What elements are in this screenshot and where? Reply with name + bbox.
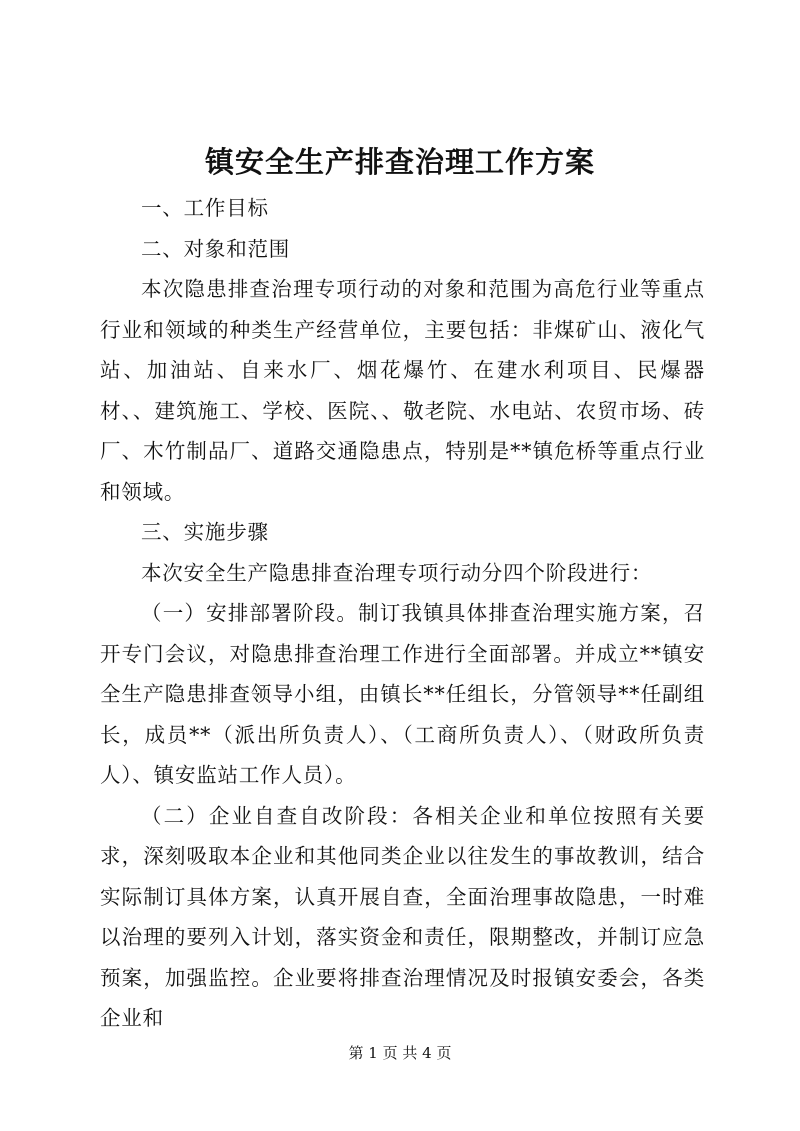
section-heading-goals: 一、工作目标 bbox=[141, 196, 269, 220]
page-number: 第 1 页 共 4 页 bbox=[348, 1044, 452, 1062]
paragraph-scope: 本次隐患排查治理专项行动的对象和范围为高危行业等重点行业和领域的种类生产经营单位，主要包括：非煤矿山、液化气站、加油站、自来水厂、烟花爆竹、在建水利项目、民爆器材、、建筑施工、学校、医院、、敬老院、水电站、农贸市场、砖厂、木竹制品厂、道路交通隐患点，特别是**镇危桥等重点行业和领域。 bbox=[100, 277, 705, 504]
paragraph-steps-intro: 本次安全生产隐患排查治理专项行动分四个阶段进行： bbox=[141, 560, 653, 585]
document-body bbox=[100, 188, 705, 1039]
paragraph-stage-two: （二）企业自查自改阶段：各相关企业和单位按照有关要求，深刻吸取本企业和其他同类企业以往发生的事故教训，结合实际制订具体方案，认真开展自查，全面治理事故隐患，一时难以治理的要列入计划，落实资金和责任，限期整改，并制订应急预案，加强监控。企业要将排查治理情况及时报镇安委会，各类企业和 bbox=[100, 803, 705, 1030]
section-heading-steps: 三、实施步骤 bbox=[141, 520, 269, 544]
paragraph-stage-one: （一）安排部署阶段。制订我镇具体排查治理实施方案，召开专门会议，对隐患排查治理工作进行全面部署。并成立**镇安全生产隐患排查领导小组，由镇长**任组长，分管领导**任副组长，成员**（派出所负责人）、（工商所负责人）、（财政所负责人）、镇安监站工作人员）。 bbox=[100, 601, 705, 787]
document-title: 镇安全生产排查治理工作方案 bbox=[204, 145, 595, 179]
section-heading-scope: 二、对象和范围 bbox=[141, 236, 291, 261]
